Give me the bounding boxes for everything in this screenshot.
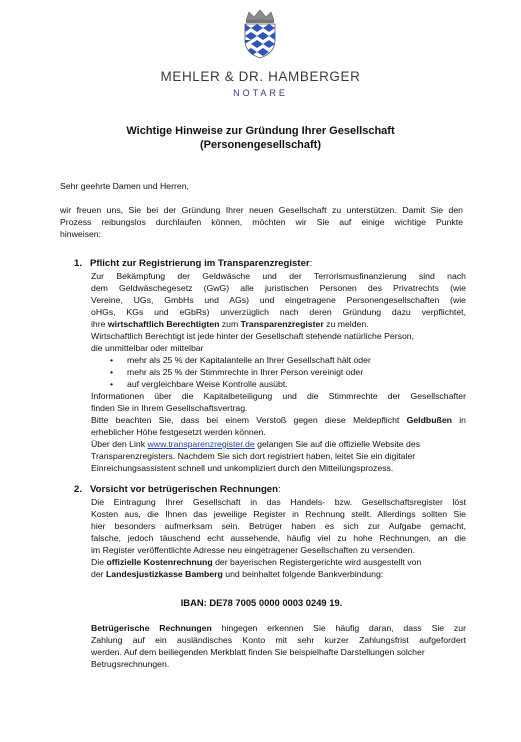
text-span: Über den Link xyxy=(91,439,148,449)
text-span: gelangen Sie auf die offizielle Website des xyxy=(254,439,421,449)
list-item xyxy=(110,354,466,366)
bold-term: offizielle Kostenrechnung xyxy=(106,557,213,567)
text-span: zu melden. xyxy=(323,319,369,329)
section-number: 1. xyxy=(74,258,83,269)
text-span: und beinhaltet folgende Bankverbindung: xyxy=(222,569,384,579)
text-span: in xyxy=(451,415,466,425)
text-line: wir freuen uns, Sie bei der Gründung Ihrer neuen Gesellschaft zu unterstützen. Damit Sie den xyxy=(60,205,463,215)
section-2-heading xyxy=(74,484,464,496)
bavarian-crest-logo xyxy=(239,8,281,60)
official-iban: IBAN: DE78 7005 0000 0003 0249 19. xyxy=(180,597,343,608)
text-span: hingegen erkennen Sie häufig daran, dass Sie zur xyxy=(211,623,466,633)
text-line: hinweisen: xyxy=(60,229,102,239)
section-1-paragraph-1 xyxy=(91,270,466,354)
text-span: Die xyxy=(91,557,107,567)
intro-paragraph xyxy=(60,204,463,240)
bullet-icon: • xyxy=(110,355,114,365)
list-item-text: mehr als 25 % der Kapitalanteile an Ihrer Gesellschaft hält oder xyxy=(127,355,371,365)
title-line: (Personengesellschaft) xyxy=(199,139,322,151)
text-span: der bayerischen Registergerichte wird ausgestellt von xyxy=(212,557,422,567)
bullet-icon: • xyxy=(110,379,114,389)
text-line xyxy=(91,568,466,580)
list-item xyxy=(110,366,466,378)
section-number: 2. xyxy=(74,484,83,495)
text-line: Transparenzregisters. Nachdem Sie sich dort registriert haben, leitet Sie ein digitaler xyxy=(91,451,416,461)
text-line: die unmittelbar oder mittelbar xyxy=(91,343,204,353)
text-line: Betrugsrechnungen. xyxy=(91,659,170,669)
text-line: Vereine, UGs, GmbHs und AGs) und eingetragene Personengesellschaften (wie xyxy=(91,295,466,305)
section-heading-text: Vorsicht vor betrügerischen Rechnungen xyxy=(90,484,279,495)
text-line: Die Eintragung Ihrer Gesellschaft in das Handels- bzw. Gesellschaftsregister löst xyxy=(91,497,466,507)
text-line: hier besonders aufmerksam sein. Betrüger haben es sich zur Aufgabe gemacht, xyxy=(91,521,466,531)
salutation: Sehr geehrte Damen und Herren, xyxy=(60,181,189,191)
firm-subtitle: NOTARE xyxy=(233,88,288,98)
bold-term: wirtschaftlich Berechtigten xyxy=(107,319,220,329)
text-span: ihre xyxy=(91,319,108,329)
text-line: finden Sie in Ihrem Gesellschaftsvertrag. xyxy=(91,403,248,413)
title-line: Wichtige Hinweise zur Gründung Ihrer Gesellschaft xyxy=(126,125,395,137)
text-line: Zur Bekämpfung der Geldwäsche und der Terrorismusfinanzierung sind nach xyxy=(91,271,466,281)
beneficial-owner-criteria-list xyxy=(110,354,466,390)
section-heading-text: Pflicht zur Registrierung im Transparenzregister xyxy=(90,258,310,269)
text-line xyxy=(91,414,466,426)
bold-term: Geldbußen xyxy=(406,415,452,425)
section-2-paragraph-1 xyxy=(91,496,466,580)
text-line: Informationen über die Kapitalbeteiligung und die Stimmrechte der Gesellschafter xyxy=(91,391,466,401)
text-line: Zahlung auf ein ausländisches Konto mit sehr kurzer Zahlungsfrist aufgefordert xyxy=(91,635,466,645)
bullet-icon: • xyxy=(110,367,114,377)
text-line: falsche, jedoch täuschend echt aussehende, häufig viel zu hohe Rechnungen, an die xyxy=(91,533,466,543)
list-item-text: auf vergleichbare Weise Kontrolle ausübt. xyxy=(127,379,288,389)
text-line xyxy=(91,318,466,330)
list-item-text: mehr als 25 % der Stimmrechte in Ihrer Person vereinigt oder xyxy=(127,367,364,377)
text-line: dem Geldwäschegesetz (GwG) alle juristischen Personen des Privatrechts (wie xyxy=(91,283,466,293)
transparency-register-link[interactable]: www.transparenzregister.de xyxy=(147,439,255,449)
text-span: der xyxy=(91,569,106,579)
firm-name: MEHLER & DR. HAMBERGER xyxy=(160,69,361,84)
text-line: Wirtschaftlich Berechtigt ist jede hinter der Gesellschaft stehende natürliche Person, xyxy=(91,331,415,341)
section-2-paragraph-2 xyxy=(91,622,466,670)
list-item xyxy=(110,378,466,390)
text-line xyxy=(91,556,466,568)
text-line: Prozess reibungslos durchlaufen können, möchten wir Sie auf einige wichtige Punkte xyxy=(60,217,463,227)
bold-term: Landesjustizkasse Bamberg xyxy=(105,569,223,579)
text-line: werden. Auf dem beiliegenden Merkblatt finden Sie beispielhafte Darstellungen solcher xyxy=(91,647,425,657)
text-line xyxy=(91,622,466,634)
section-1-paragraph-2 xyxy=(91,390,466,474)
text-line: oHGs, KGs und eGbRs) unverzüglich nach deren Gründung dazu verpflichtet, xyxy=(91,307,466,317)
section-1-heading xyxy=(74,258,464,270)
heading-colon: : xyxy=(278,484,281,495)
text-span: Bitte beachten Sie, dass bei einem Verstoß gegen diese Meldepflicht xyxy=(91,415,407,425)
text-line xyxy=(91,438,466,450)
text-line: Einreichungsassistent schnell und unkompliziert durch den Mitteilungsprozess. xyxy=(91,463,394,473)
bold-term: Betrügerische Rechnungen xyxy=(91,623,212,633)
text-line: im Register veröffentlichte Adresse neu eingetragener Gesellschaften zu versenden. xyxy=(91,545,415,555)
document-title xyxy=(60,124,461,152)
text-line: erheblicher Höhe festgesetzt werden können. xyxy=(91,427,266,437)
text-line: Kosten aus, die Ihnen das jeweilige Register in Rechnung stellt. Allerdings sollten Sie xyxy=(91,509,466,519)
bold-term: Transparenzregister xyxy=(240,319,324,329)
heading-colon: : xyxy=(309,258,313,269)
text-span: zum xyxy=(219,319,241,329)
